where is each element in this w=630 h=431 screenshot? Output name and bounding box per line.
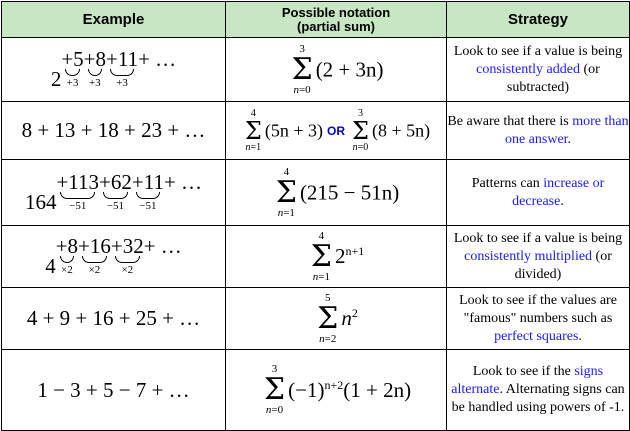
notation-cell xyxy=(226,226,447,288)
difference-brace: +8 +3 xyxy=(83,47,106,89)
example-cell xyxy=(2,226,226,288)
example-cell xyxy=(2,288,226,350)
term: + … xyxy=(138,47,177,71)
notation-cell xyxy=(226,350,447,431)
term: + … xyxy=(163,170,203,194)
sigma-icon: 4 Σ n=1 xyxy=(310,229,332,283)
notation-cell xyxy=(226,102,447,160)
series-strategy-table xyxy=(1,1,630,431)
example-expression: 4 + 9 + 16 + 25 + … xyxy=(26,306,201,330)
strategy-cell: Look to see if a value is being consistently added (or subtracted) xyxy=(447,38,630,102)
sigma-icon: 3 Σ n=0 xyxy=(263,363,286,416)
highlight-text: consistently added xyxy=(476,61,580,77)
ratio-brace: +32 ×2 xyxy=(110,234,144,276)
table-row xyxy=(2,350,630,431)
header-notation-line1: Possible notation xyxy=(281,4,391,20)
example-cell xyxy=(2,350,226,431)
strategy-cell: Patterns can increase or decrease. xyxy=(447,160,630,226)
difference-brace: +113 −51 xyxy=(56,170,100,212)
strategy-cell: Look to see if a value is being consistently multiplied (or divided) xyxy=(447,226,630,288)
header-example: Example xyxy=(2,2,226,38)
example-expression xyxy=(50,47,177,91)
example-cell xyxy=(2,160,226,226)
summand: $(-1)^{n+2}(1 + 2n)$ xyxy=(288,377,412,402)
header-strategy: Strategy xyxy=(447,2,630,38)
difference-brace: +11 −51 xyxy=(131,170,164,212)
sigma-icon: 3 Σ n=0 xyxy=(352,107,369,153)
example-expression xyxy=(45,234,182,278)
exponent: 2 xyxy=(351,306,358,320)
highlight-text: increase or decrease xyxy=(512,175,605,209)
difference-brace: +5 +3 xyxy=(61,47,84,89)
ratio-brace: +16 ×2 xyxy=(78,234,111,276)
exponent: n+1 xyxy=(345,244,365,258)
ratio-brace: +8 ×2 xyxy=(55,234,79,276)
table-row xyxy=(2,288,630,350)
term: + … xyxy=(143,234,182,258)
notation-cell xyxy=(226,38,447,102)
header-notation-line2: (partial sum) xyxy=(296,18,375,34)
sigma-icon: 4 Σ n=1 xyxy=(275,165,297,219)
highlight-text: more than one answer xyxy=(504,113,629,147)
header-notation xyxy=(226,2,447,38)
sigma-icon: 3 Σ n=0 xyxy=(291,42,313,96)
difference-brace: +11 +3 xyxy=(106,47,139,89)
or-label: OR xyxy=(327,123,345,138)
table-row xyxy=(2,102,630,160)
table-row xyxy=(2,226,630,288)
example-cell xyxy=(2,38,226,102)
sigma-icon: 5 Σ n=2 xyxy=(317,291,339,345)
example-expression: 1 − 3 + 5 − 7 + … xyxy=(37,377,190,402)
term: 2 xyxy=(50,67,62,91)
term: 164 xyxy=(24,190,57,214)
summand: (215 − 51n) xyxy=(299,180,400,204)
strategy-cell: Look to see if the values are "famous" numbers such as perfect squares. xyxy=(447,288,630,350)
summand: $n^2$ xyxy=(341,306,358,330)
notation-cell xyxy=(226,288,447,350)
difference-brace: +62 −51 xyxy=(99,170,132,212)
example-expression xyxy=(24,170,203,214)
table-row xyxy=(2,160,630,226)
strategy-cell: Look to see if the signs alternate. Alternating signs can be handled using powers of -1. xyxy=(447,350,630,431)
sigma-icon: 4 Σ n=1 xyxy=(244,107,262,153)
summand: (5n + 3) xyxy=(264,120,323,140)
highlight-text: signs alternate xyxy=(451,364,604,397)
highlight-text: perfect squares xyxy=(494,328,579,344)
highlight-text: consistently multiplied xyxy=(464,248,593,264)
summand: (2 + 3n) xyxy=(315,57,384,81)
exponent: n+2 xyxy=(324,377,344,392)
table-row xyxy=(2,38,630,102)
strategy-cell: Be aware that there is more than one answer. xyxy=(447,102,630,160)
notation-cell xyxy=(226,160,447,226)
example-expression: 8 + 13 + 18 + 23 + … xyxy=(21,118,206,142)
header-row xyxy=(2,2,630,38)
example-cell xyxy=(2,102,226,160)
summand: $2^{n+1}$ xyxy=(334,244,365,268)
term: 4 xyxy=(45,254,56,278)
summand: (8 + 5n) xyxy=(371,120,431,140)
